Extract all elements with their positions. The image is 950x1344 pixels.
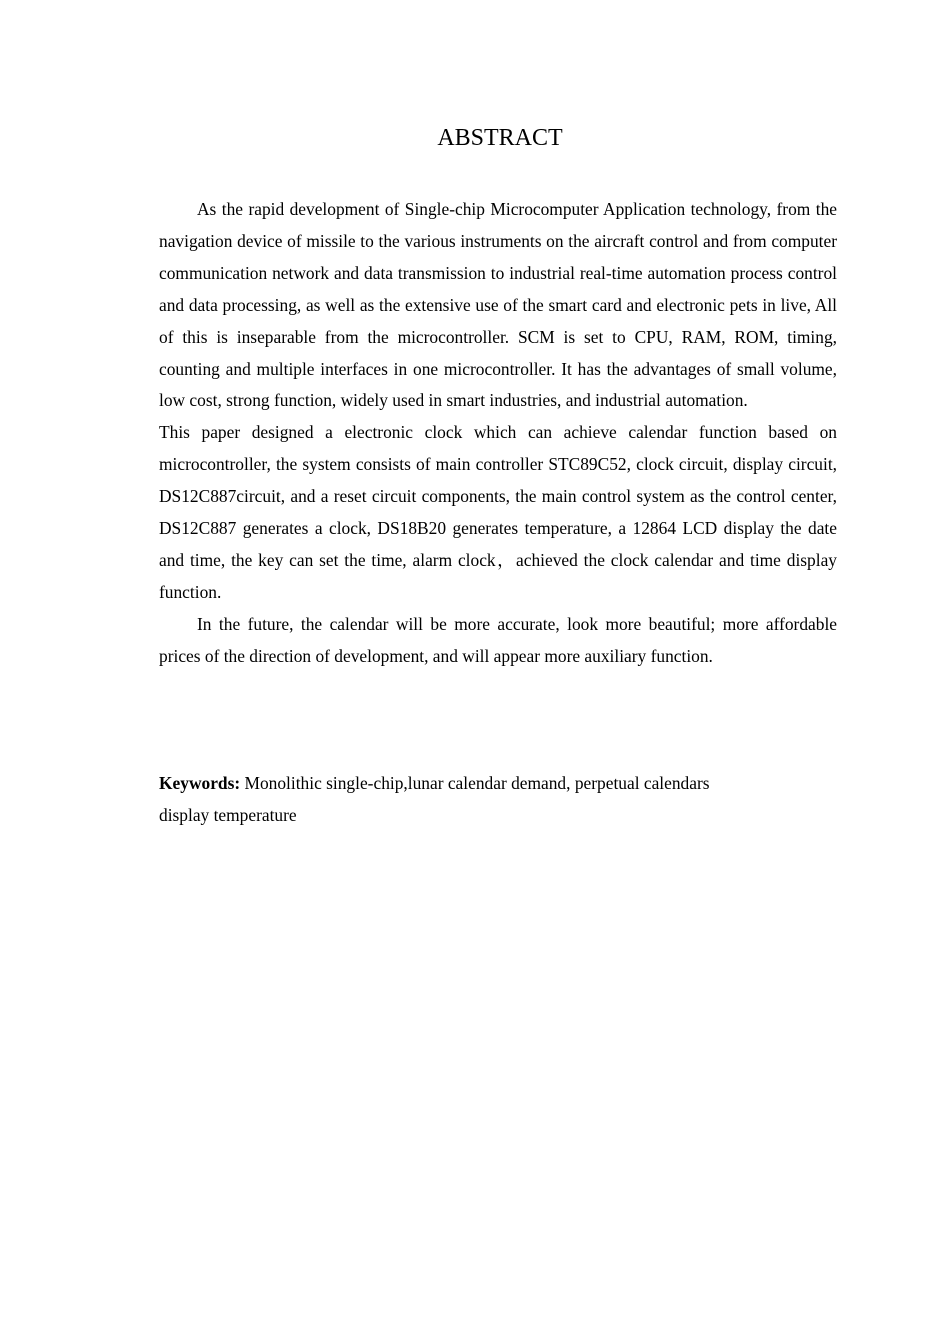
keywords-label: Keywords: xyxy=(159,773,241,793)
keywords-line-1 xyxy=(159,768,837,800)
abstract-body xyxy=(159,194,837,673)
keywords-line-2: display temperature xyxy=(159,804,297,825)
keywords-text: Monolithic single-chip,lunar calendar demand, perpetual calendars xyxy=(240,773,710,793)
abstract-paragraph-3: In the future, the calendar will be more accurate, look more beautiful; more affordable prices of the direction of development, and will appear more auxiliary function. xyxy=(159,613,837,666)
abstract-paragraph-2: This paper designed a electronic clock which can achieve calendar function based on microcontroller, the system consists of main controller STC89C52, clock circuit, display circuit, DS12C887circuit, and a reset circuit components, the main control system as the control center, DS12C887 generates a clock, DS18B20 generates temperature, a 12864 LCD display the date and time, the key can set the time, alarm clock，achieved the clock calendar and time display function. xyxy=(159,422,837,602)
page-title: ABSTRACT xyxy=(437,125,563,151)
abstract-paragraph-1: As the rapid development of Single-chip Microcomputer Application technology, from the navigation device of missile to the various instruments on the aircraft control and from computer communication network and data transmission to industrial real-time automation process control and data processing, as well as the extensive use of the smart card and electronic pets in live, All of this is inseparable from the microcontroller. SCM is set to CPU, RAM, ROM, timing, counting and multiple interfaces in one microcontroller. It has the advantages of small volume, low cost, strong function, widely used in smart industries, and industrial automation. xyxy=(159,199,837,411)
keywords-section xyxy=(159,768,837,832)
